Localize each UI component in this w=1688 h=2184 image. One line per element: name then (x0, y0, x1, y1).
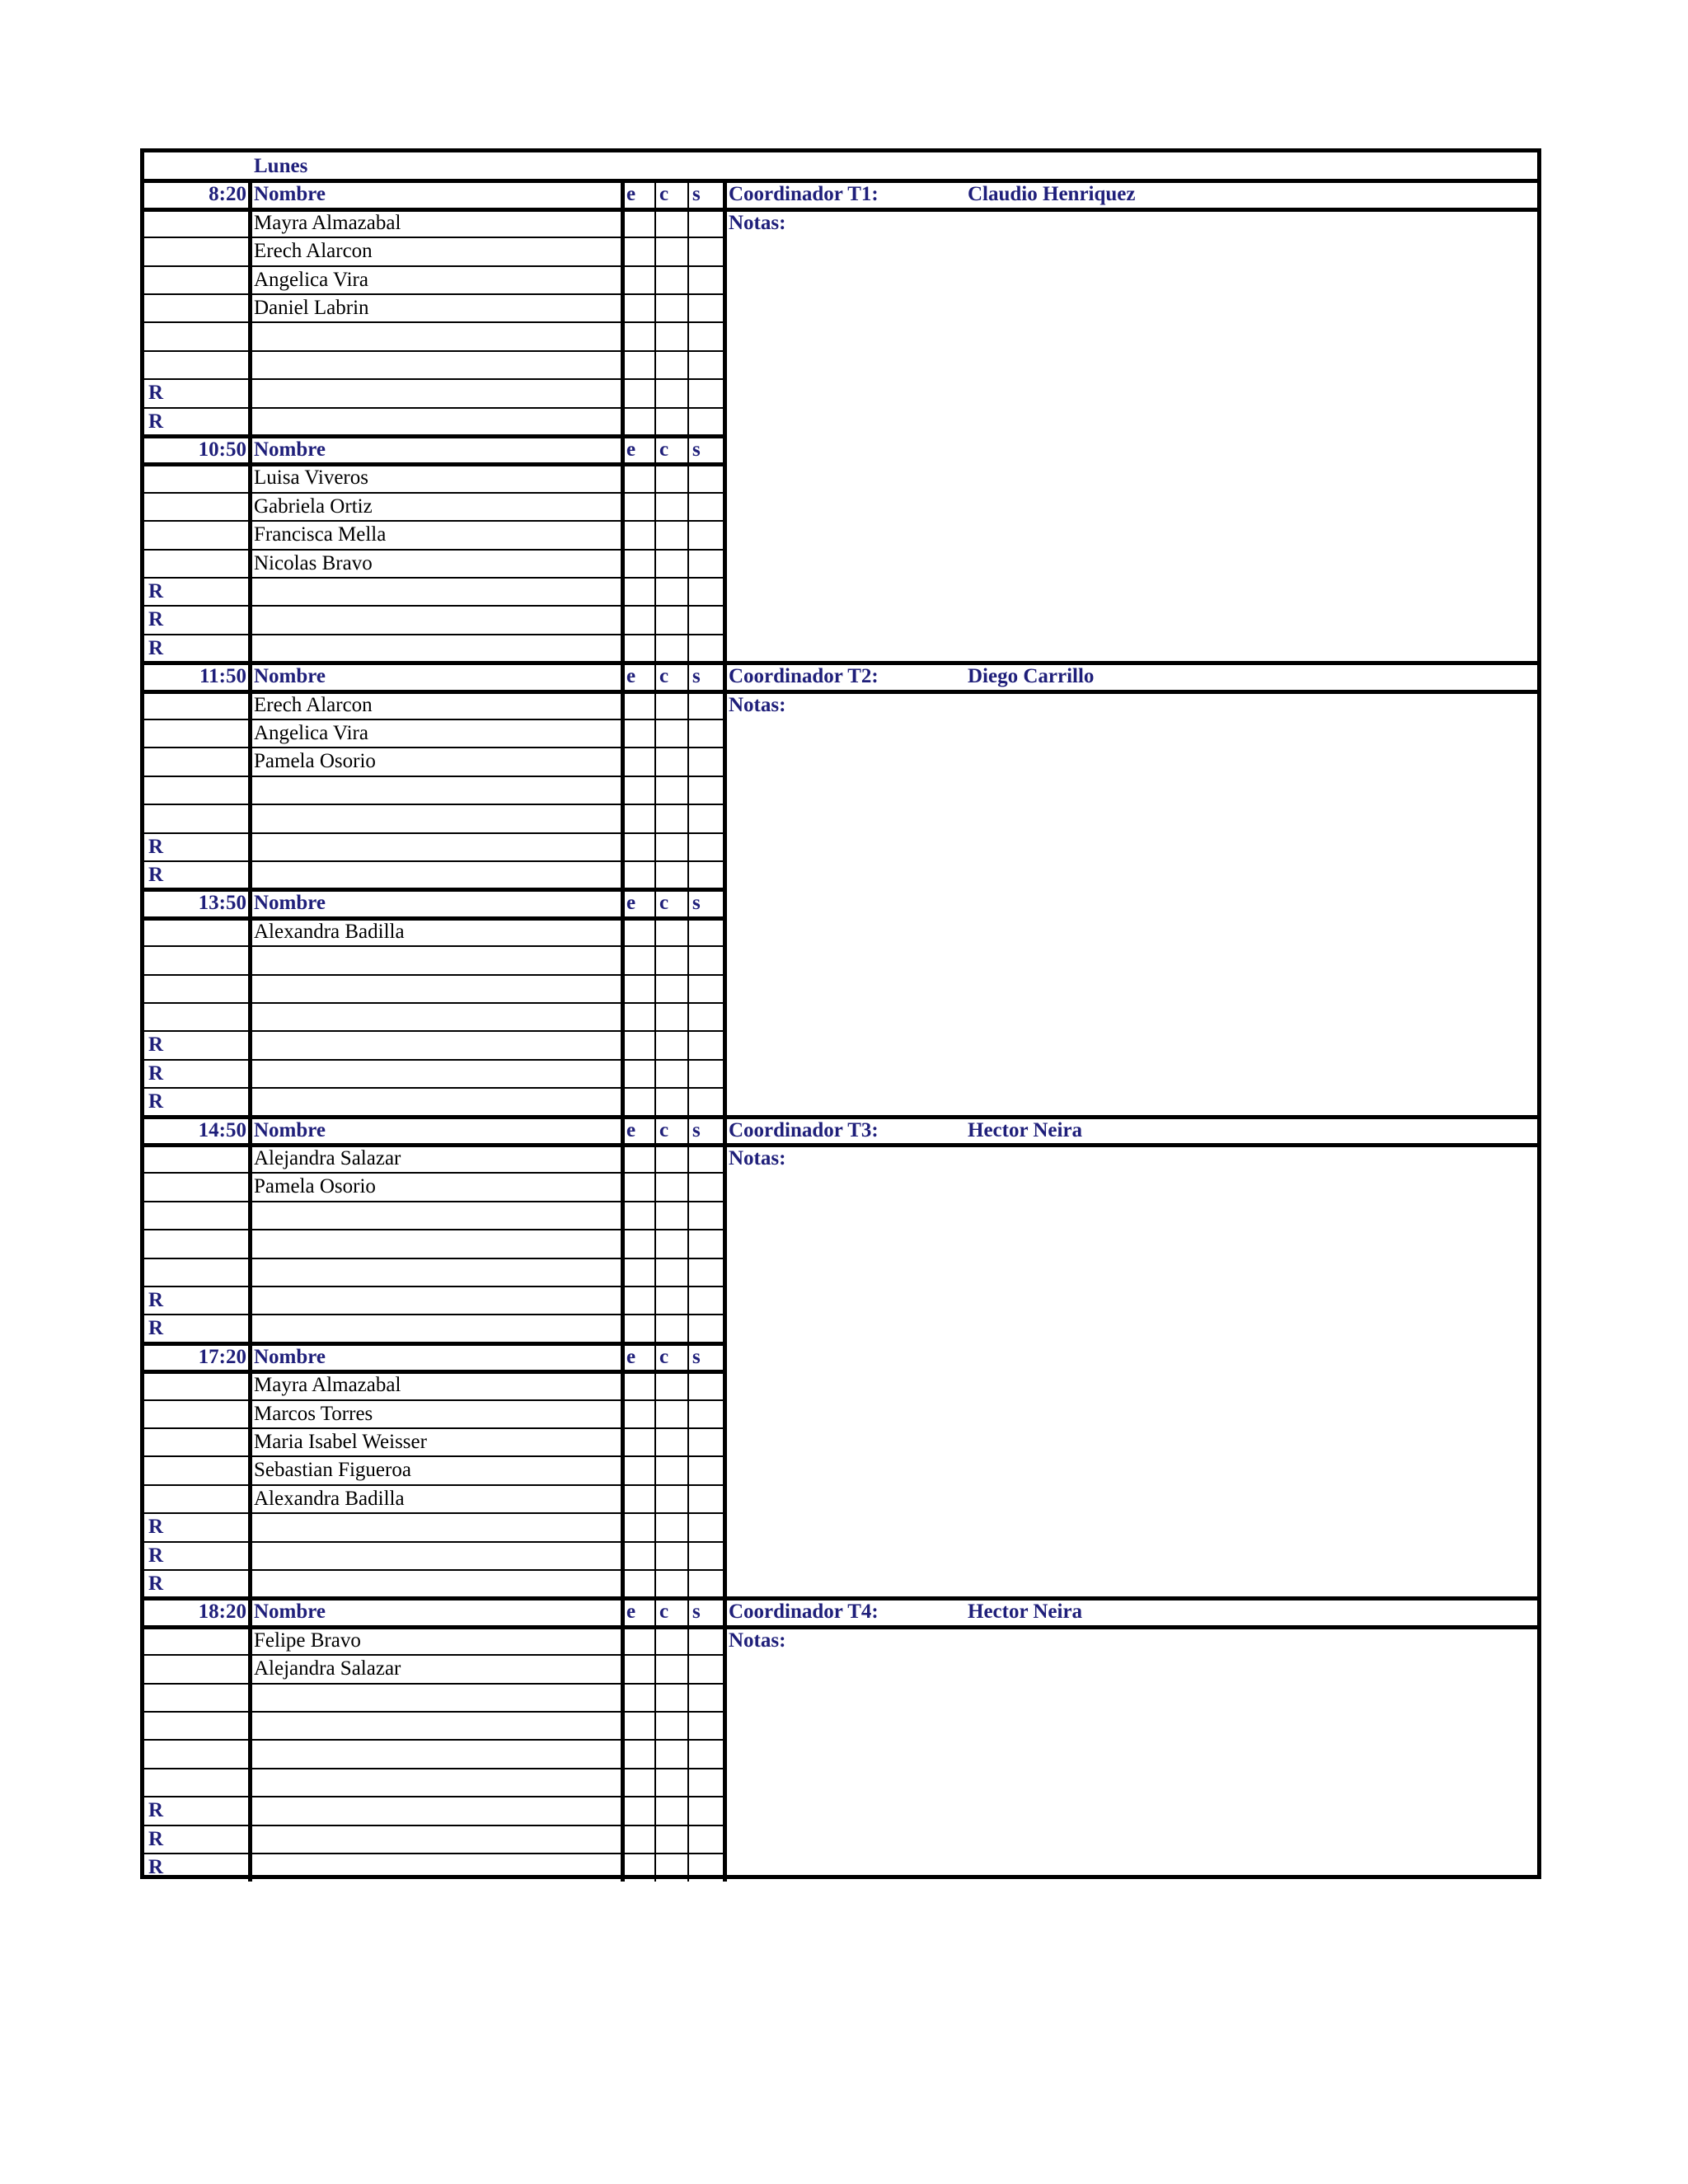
c-header: c (659, 438, 669, 461)
row-divider (144, 265, 724, 267)
c-header: c (659, 1118, 669, 1141)
c-header: c (659, 1601, 669, 1624)
row-divider (144, 860, 724, 862)
nombre-header: Nombre (254, 1601, 326, 1624)
participant-name: Erech Alarcon (254, 693, 373, 716)
time-column-border (248, 180, 252, 1882)
participant-name: Alexandra Badilla (254, 920, 405, 943)
row-divider (144, 492, 724, 494)
coordinator-divider (724, 208, 1537, 212)
row-divider (144, 1314, 724, 1315)
participant-name: Maria Isabel Weisser (254, 1431, 427, 1453)
nombre-header: Nombre (254, 892, 326, 915)
e-header: e (626, 665, 636, 688)
reserve-marker: R (148, 1544, 164, 1567)
row-divider (144, 804, 724, 805)
participant-name: Alejandra Salazar (254, 1147, 401, 1169)
row-divider (144, 1455, 724, 1457)
coordinator-label: Coordinador T3: (729, 1118, 879, 1141)
notes-label: Notas: (729, 211, 786, 234)
reserve-marker: R (148, 1516, 164, 1539)
participant-name: Mayra Almazabal (254, 1374, 401, 1397)
row-divider (144, 378, 724, 380)
e-header: e (626, 438, 636, 461)
c-column-border (687, 180, 689, 1882)
e-header: e (626, 1601, 636, 1624)
reserve-marker: R (148, 1317, 164, 1340)
participant-name: Sebastian Figueroa (254, 1459, 411, 1482)
s-header: s (692, 1118, 701, 1141)
row-divider (144, 407, 724, 409)
reserve-marker: R (148, 636, 164, 659)
row-divider (144, 1739, 724, 1741)
reserve-marker: R (148, 1033, 164, 1057)
reserve-marker: R (148, 1062, 164, 1085)
notes-column-border (723, 180, 727, 1882)
notes-block-divider (724, 661, 1537, 665)
coordinator-name: Diego Carrillo (968, 665, 1095, 688)
participant-name: Nicolas Bravo (254, 551, 373, 574)
participant-name: Marcos Torres (254, 1402, 373, 1425)
s-header: s (692, 183, 701, 206)
row-divider (144, 974, 724, 976)
coordinator-divider (724, 1143, 1537, 1147)
row-divider (144, 549, 724, 551)
row-divider (144, 747, 724, 748)
row-divider (144, 1399, 724, 1401)
row-divider (144, 1654, 724, 1656)
s-header: s (692, 1601, 701, 1624)
s-header: s (692, 438, 701, 461)
row-divider (144, 1825, 724, 1826)
row-divider (144, 293, 724, 295)
row-divider (144, 1002, 724, 1004)
participant-name: Mayra Almazabal (254, 211, 401, 234)
nombre-header: Nombre (254, 1118, 326, 1141)
row-divider (144, 945, 724, 947)
row-divider (144, 1087, 724, 1089)
coordinator-name: Hector Neira (968, 1601, 1083, 1624)
name-column-border (621, 180, 625, 1882)
participant-name: Francisca Mella (254, 523, 387, 546)
row-divider (144, 1541, 724, 1543)
participant-name: Pamela Osorio (254, 750, 376, 773)
row-divider (144, 1512, 724, 1514)
e-header: e (626, 1345, 636, 1368)
reserve-marker: R (148, 608, 164, 631)
notes-label: Notas: (729, 1629, 786, 1652)
participant-name: Angelica Vira (254, 268, 368, 291)
notes-block-divider (724, 1596, 1537, 1601)
row-divider (144, 605, 724, 607)
slot-time: 8:20 (209, 183, 246, 206)
coordinator-name: Claudio Henriquez (968, 183, 1136, 206)
reserve-marker: R (148, 1799, 164, 1822)
notes-label: Notas: (729, 1147, 786, 1169)
row-divider (144, 520, 724, 522)
e-column-border (654, 180, 656, 1882)
s-header: s (692, 665, 701, 688)
row-divider (144, 719, 724, 720)
reserve-marker: R (148, 1090, 164, 1113)
reserve-marker: R (148, 1856, 164, 1878)
participant-name: Alejandra Salazar (254, 1657, 401, 1680)
reserve-marker: R (148, 1827, 164, 1850)
reserve-marker: R (148, 1289, 164, 1311)
s-header: s (692, 892, 701, 915)
reserve-marker: R (148, 382, 164, 405)
slot-time: 11:50 (199, 665, 246, 688)
reserve-marker: R (148, 580, 164, 602)
row-divider (144, 1768, 724, 1769)
participant-name: Luisa Viveros (254, 466, 368, 490)
row-divider (144, 1569, 724, 1571)
row-divider (144, 1172, 724, 1174)
participant-name: Daniel Labrin (254, 297, 369, 319)
slot-time: 14:50 (198, 1118, 246, 1141)
row-divider (144, 1286, 724, 1287)
slot-time: 10:50 (198, 438, 246, 461)
slot-time: 17:20 (198, 1345, 246, 1368)
slot-time: 13:50 (198, 892, 246, 915)
notes-block-divider (724, 1115, 1537, 1119)
e-header: e (626, 183, 636, 206)
row-divider (144, 1059, 724, 1061)
e-header: e (626, 1118, 636, 1141)
row-divider (144, 321, 724, 323)
day-title: Lunes (254, 155, 308, 177)
participant-name: Angelica Vira (254, 722, 368, 744)
participant-name: Pamela Osorio (254, 1175, 376, 1198)
reserve-marker: R (148, 864, 164, 886)
reserve-marker: R (148, 410, 164, 433)
row-divider (144, 1683, 724, 1685)
c-header: c (659, 1345, 669, 1368)
reserve-marker: R (148, 1572, 164, 1595)
row-divider (144, 1030, 724, 1032)
notes-label: Notas: (729, 693, 786, 716)
row-divider (144, 1796, 724, 1797)
e-header: e (626, 892, 636, 915)
nombre-header: Nombre (254, 1345, 326, 1368)
c-header: c (659, 892, 669, 915)
c-header: c (659, 183, 669, 206)
participant-name: Felipe Bravo (254, 1629, 361, 1652)
coordinator-label: Coordinador T4: (729, 1601, 879, 1624)
coordinator-label: Coordinador T2: (729, 665, 879, 688)
participant-name: Erech Alarcon (254, 240, 373, 263)
coordinator-label: Coordinador T1: (729, 183, 879, 206)
participant-name: Alexandra Badilla (254, 1487, 405, 1510)
row-divider (144, 1229, 724, 1230)
row-divider (144, 1427, 724, 1429)
row-divider (144, 577, 724, 579)
c-header: c (659, 665, 669, 688)
coordinator-name: Hector Neira (968, 1118, 1083, 1141)
row-divider (144, 1484, 724, 1486)
nombre-header: Nombre (254, 438, 326, 461)
row-divider (144, 1201, 724, 1202)
s-header: s (692, 1345, 701, 1368)
row-divider (144, 1258, 724, 1259)
row-divider (144, 832, 724, 834)
coordinator-divider (724, 690, 1537, 694)
row-divider (144, 1711, 724, 1713)
participant-name: Gabriela Ortiz (254, 494, 373, 518)
row-divider (144, 776, 724, 777)
coordinator-divider (724, 1625, 1537, 1629)
nombre-header: Nombre (254, 665, 326, 688)
reserve-marker: R (148, 835, 164, 858)
slot-time: 18:20 (198, 1601, 246, 1624)
row-divider (144, 1853, 724, 1854)
row-divider (144, 350, 724, 352)
schedule-sheet (140, 148, 1541, 1879)
row-divider (144, 634, 724, 635)
row-divider (144, 237, 724, 238)
nombre-header: Nombre (254, 183, 326, 206)
